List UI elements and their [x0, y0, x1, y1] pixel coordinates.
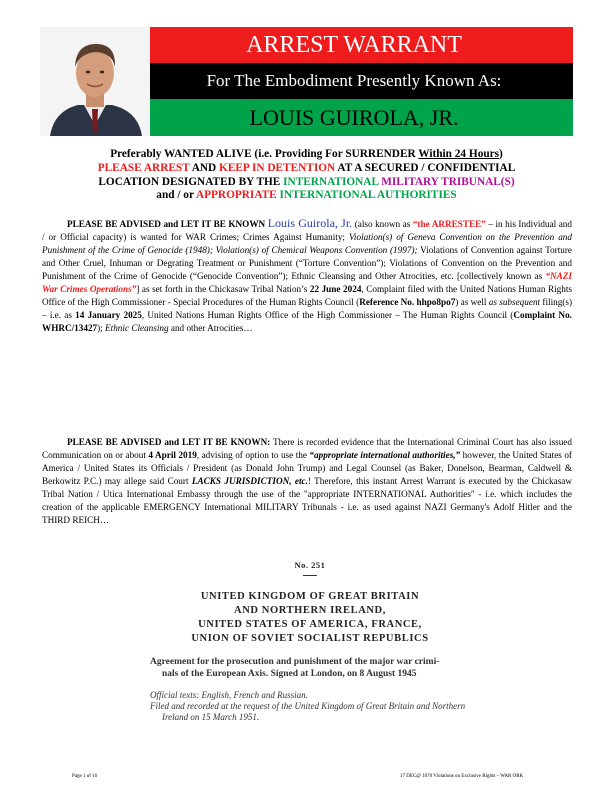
treaty-agreement: Agreement for the prosecution and punishment of the major war crimi- nals of the European Axis. Signed at London, on 8 August 1945 — [150, 657, 440, 679]
banner-subtitle: For The Embodiment Presently Known As: — [206, 71, 502, 90]
footer-reference: 17 DEC@ 1070 Violations on Exclusive Rights – WAR ORK — [400, 774, 524, 779]
page-number: Page 1 of 16 — [72, 774, 98, 779]
portrait-photo — [40, 27, 150, 136]
paragraph-icc: PLEASE BE ADVISED and LET IT BE KNOWN: There is recorded evidence that the International Criminal Court has also issued Communication on or about 4 April 2019, advising of option to use the “appropriate international authorities,” however, the United States of America / United States its Officials / President (as Donald John Trump) and Legal Counsel (as Baker, Donelson, Bearman, Caldwell & Berkowitz P.C.) may allege said Court LACKS JURISDICTION, etc.! Therefore, this instant Arrest Warrant is executed by the Chickasaw Tribal Nation / Utica International Embassy through the use of the "appropriate INTERNATIONAL Authorities" - i.e. which includes the creation of the applicable EMERGENCY International MILITARY Tribunals - i.e. as used against NAZI Germany's Adolf Hitler and the THIRD REICH… — [42, 437, 572, 525]
heading-line-2: PLEASE ARREST AND KEEP IN DETENTION AT A SECURED / CONFIDENTIAL — [97, 161, 516, 174]
banner-name: LOUIS GUIROLA, JR. — [249, 104, 459, 130]
portrait-image — [40, 27, 150, 136]
treaty-divider — [303, 575, 317, 576]
treaty-parties: UNITED KINGDOM OF GREAT BRITAIN AND NORTHERN IRELAND, UNITED STATES OF AMERICA, FRANCE, UNION OF SOVIET SOCIALIST REPUBLICS — [191, 591, 429, 644]
heading-line-1: Preferably WANTED ALIVE (i.e. Providing For SURRENDER Within 24 Hours) — [110, 148, 503, 160]
banner-title: ARREST WARRANT — [246, 31, 462, 58]
warrant-banner — [40, 27, 573, 136]
heading-line-3: LOCATION DESIGNATED BY THE INTERNATIONAL MILITARY TRIBUNAL(S) — [98, 175, 515, 188]
warrant-heading — [40, 148, 573, 203]
paragraph-wanted: PLEASE BE ADVISED and LET IT BE KNOWN Louis Guirola, Jr. (also known as “the ARRESTEE” – in his Individual and / or Official capacity) is wanted for WAR Crimes; Crimes Against Humanity; Violation(s) of Geneva Convention on the Prevention and Punishment of the Crime of Genocide (1948); Violation(s) of Chemical Weapons Convention (1997); Violations of Convention against Torture and Other Cruel, Inhuman or Degrating Treatment or Punishment (“Torture Convention”); Violations of Convention on the Prevention and Punishment of the Crime of Genocide (“Genocide Convention”); Ethnic Cleansing and Other Atrocities, etc. [collectively known as “NAZI War Crimes Operations”] as set forth in the Chickasaw Tribal Nation’s 22 June 2024, Complaint filed with the United Nations Human Rights Office of the High Commissioner - Special Procedures of the Human Rights Council (Reference No. hhpo8po7) as well as subsequent filing(s) – i.e. as 14 January 2025, United Nations Human Rights Office of the High Commissioner – The Human Rights Council (Complaint No. WHRC/13427); Ethnic Cleansing and other Atrocities… — [42, 216, 573, 333]
heading-line-4: and / or APPROPRIATE INTERNATIONAL AUTHORITIES — [156, 189, 457, 202]
treaty-excerpt — [150, 560, 470, 723]
treaty-number: No. 251 — [294, 560, 326, 570]
arrestee-name: Louis Guirola, Jr. — [267, 216, 353, 230]
treaty-official-texts: Official texts: English, French and Russian. Filed and recorded at the request of the United Kingdom of Great Britain and Northern Ireland on 15 March 1951. — [150, 690, 466, 722]
